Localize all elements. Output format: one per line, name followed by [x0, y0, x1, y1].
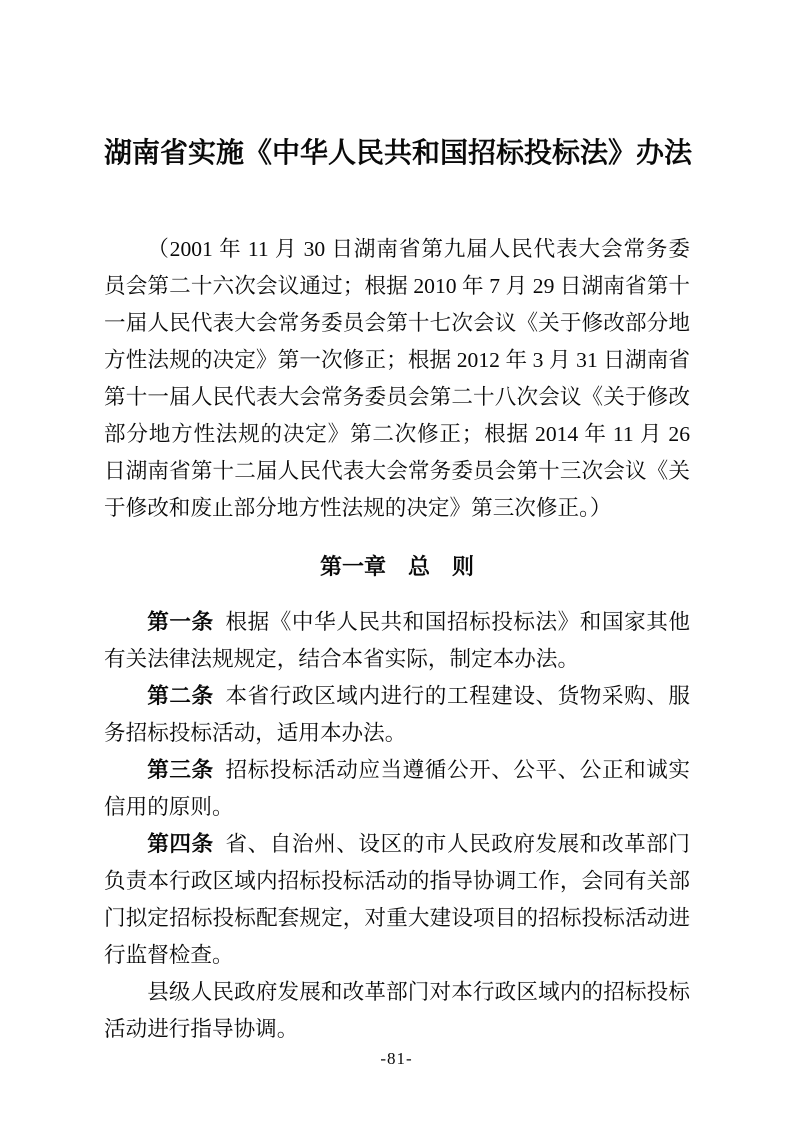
- article-1-label: 第一条: [147, 609, 214, 634]
- article-1: [104, 604, 690, 678]
- article-2: [104, 678, 690, 752]
- article-2-text: 本省行政区域内进行的工程建设、货物采购、服务招标投标活动，适用本办法。: [104, 683, 690, 745]
- article-3: [104, 752, 690, 826]
- page-number: -81-: [380, 1049, 413, 1068]
- document-preamble: （2001 年 11 月 30 日湖南省第九届人民代表大会常务委员会第二十六次会议通过；根据 2010 年 7 月 29 日湖南省第十一届人民代表大会常务委员会第十七次会议《关于修改部分地方性法规的决定》第一次修正；根据 2012 年 3 月 31 日湖南省第十一届人民代表大会常务委员会第二十八次会议《关于修改部分地方性法规的决定》第二次修正；根据 2014 年 11 月 26 日湖南省第十二届人民代表大会常务委员会第十三次会议《关于修改和废止部分地方性法规的决定》第三次修正。）: [104, 236, 690, 520]
- document-title: 湖南省实施《中华人民共和国招标投标法》办法: [104, 137, 693, 169]
- article-4-label: 第四条: [147, 831, 214, 856]
- article-2-label: 第二条: [147, 683, 214, 708]
- article-1-text: 根据《中华人民共和国招标投标法》和国家其他有关法律法规规定，结合本省实际，制定本办法。: [104, 609, 690, 671]
- chapter-heading: 第一章 总 则: [319, 554, 474, 580]
- article-3-label: 第三条: [147, 757, 214, 782]
- article-4-text: 省、自治州、设区的市人民政府发展和改革部门负责本行政区域内招标投标活动的指导协调工作，会同有关部门拟定招标投标配套规定，对重大建设项目的招标投标活动进行监督检查。: [104, 831, 690, 967]
- article-4: [104, 826, 690, 974]
- article-4-continuation-paragraph: 县级人民政府发展和改革部门对本行政区域内的招标投标活动进行指导协调。: [104, 979, 690, 1041]
- articles-section: [104, 604, 690, 1048]
- article-3-text: 招标投标活动应当遵循公开、公平、公正和诚实信用的原则。: [104, 757, 690, 819]
